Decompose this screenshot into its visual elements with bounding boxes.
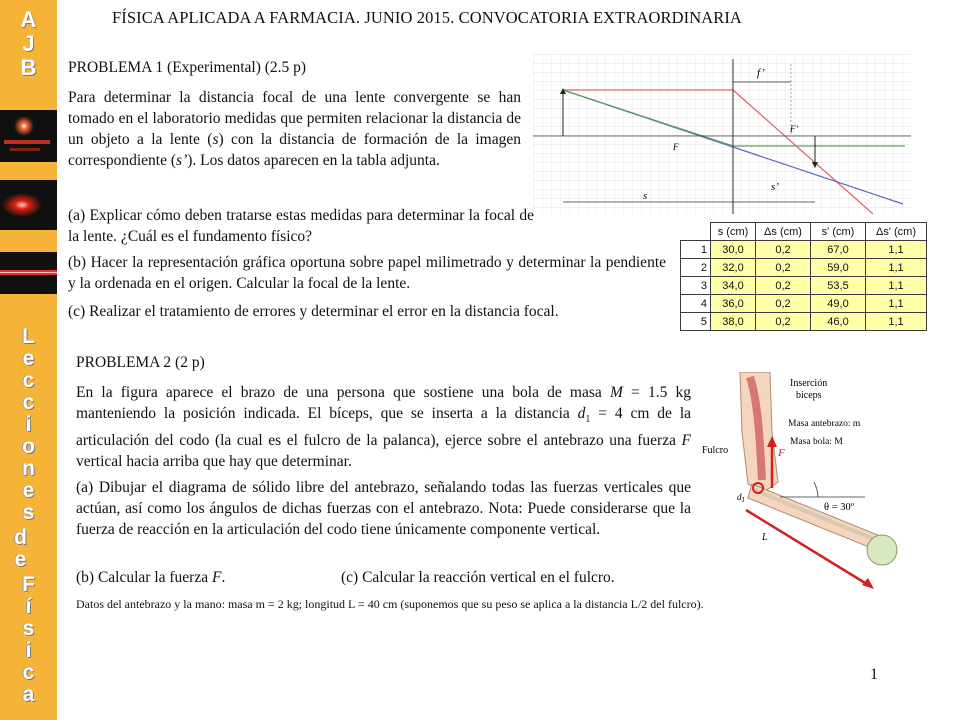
sidebar-letter: s — [22, 617, 35, 640]
table-cell: 5 — [681, 313, 711, 331]
table-header-cell — [681, 223, 711, 241]
label-d1: $d_1$ — [737, 492, 745, 504]
measurements-table — [680, 222, 927, 331]
label-masa-bola: Masa bola: M — [790, 437, 843, 447]
problem2-part-c: (c) Calcular la reacción vertical en el fulcro. — [341, 569, 615, 586]
sidebar-photo-laser-3 — [0, 252, 57, 294]
sidebar-letter: c — [22, 661, 35, 684]
sidebar-letter: L — [22, 325, 35, 348]
problem1-part-c: (c) Realizar el tratamiento de errores y determinar el error en la distancia focal. — [68, 303, 559, 320]
table-cell: 59,0 — [811, 259, 866, 277]
table-header-row — [681, 223, 927, 241]
sidebar-letter: e — [14, 548, 27, 571]
sidebar-letter: e — [22, 479, 35, 502]
page-title: FÍSICA APLICADA A FARMACIA. JUNIO 2015. CONVOCATORIA EXTRAORDINARIA — [112, 8, 742, 27]
table-cell: 32,0 — [711, 259, 756, 277]
label-insercion: Inserción — [790, 378, 828, 389]
problem2-part-a: (a) Dibujar el diagrama de sólido libre del antebrazo, señalando todas las fuerzas verticales que actúan, así como los ángulos de dichas fuerzas con el antebrazo. Nota: Puede considerarse que la fuerza de reacción en la articulación del codo tiene únicamente componente vertical. — [76, 479, 691, 538]
table-cell: 1,1 — [866, 277, 927, 295]
table-row — [681, 295, 927, 313]
table-cell: 49,0 — [811, 295, 866, 313]
problem1-intro — [68, 87, 521, 171]
problem2-heading: PROBLEMA 2 (2 p) — [76, 354, 205, 371]
table-cell: 36,0 — [711, 295, 756, 313]
table-cell: 30,0 — [711, 241, 756, 259]
forearm-bone — [754, 490, 886, 544]
table-cell: 0,2 — [756, 295, 811, 313]
sidebar-letter: a — [22, 683, 35, 706]
symbol-F: F — [211, 569, 222, 586]
table-cell: 4 — [681, 295, 711, 313]
text-run: ) con la distancia de formación de la imagen correspondiente ( — [68, 131, 521, 169]
problem2-part-b — [76, 567, 225, 588]
logo-letter: B — [20, 55, 37, 80]
text-run: vertical hacia arriba que hay que determinar. — [76, 453, 352, 471]
table-row — [681, 313, 927, 331]
table-cell: 2 — [681, 259, 711, 277]
table-row — [681, 259, 927, 277]
sidebar-letter: i — [25, 413, 32, 436]
text-run: Para determinar la distancia focal de una lente convergente se han tomado en el laboratorio medidas que permiten relacionar la distancia de un objeto a la lente ( — [68, 89, 521, 148]
problem1-part-b: (b) Hacer la representación gráfica oportuna sobre papel milimetrado y determinar la pendiente y la ordenada en el origen. Calcular la focal de la lente. — [68, 254, 666, 292]
table-cell: 46,0 — [811, 313, 866, 331]
logo-letter: A — [20, 7, 37, 32]
table-cell: 1,1 — [866, 259, 927, 277]
symbol-s: s — [212, 131, 219, 148]
table-cell: 1 — [681, 241, 711, 259]
ball — [867, 535, 897, 565]
text-run: En la figura aparece el brazo de una persona que sostiene una bola de masa — [76, 384, 610, 401]
table-cell: 53,5 — [811, 277, 866, 295]
sidebar-letter: c — [22, 391, 35, 414]
sidebar-letter: c — [22, 369, 35, 392]
table-header-cell: s (cm) — [711, 223, 756, 241]
sidebar-letter: o — [22, 435, 35, 458]
text-run: = 1.5 kg manteniendo la posición indicada. El bíceps, que se inserta a la distancia — [76, 384, 691, 422]
symbol-M: M — [609, 384, 623, 401]
problem2-intro — [76, 382, 691, 472]
problem1-part-a: (a) Explicar cómo deben tratarse estas medidas para determinar la focal de la lente. ¿Cuál es el fundamento físico? — [68, 207, 534, 245]
table-cell: 0,2 — [756, 277, 811, 295]
label-fulcro: Fulcro — [702, 445, 729, 456]
sidebar-letter: e — [22, 347, 35, 370]
table-cell: 3 — [681, 277, 711, 295]
label-L: L — [762, 532, 768, 543]
sidebar-letter: í — [25, 595, 32, 618]
sidebar-letter: n — [22, 457, 35, 480]
table-cell: 0,2 — [756, 259, 811, 277]
sidebar-letter: s — [22, 501, 35, 524]
table-row — [681, 277, 927, 295]
label-f-prime: f’ — [757, 67, 765, 79]
table-cell: 38,0 — [711, 313, 756, 331]
label-s: s — [643, 190, 648, 202]
label-s-prime: s’ — [771, 181, 779, 193]
table-header-cell: s' (cm) — [811, 223, 866, 241]
sidebar-letter: F — [22, 573, 35, 596]
page-number: 1 — [870, 666, 878, 683]
sidebar — [0, 0, 57, 720]
text-run: = 4 cm de la articulación del codo (la cual es el fulcro de la palanca), ejerce sobre el antebrazo una fuerza — [76, 405, 691, 450]
sidebar-letter: i — [25, 639, 32, 662]
sidebar-photo-laser-2 — [0, 180, 57, 230]
symbol-s-prime: s’ — [176, 152, 188, 169]
label-biceps: bíceps — [796, 390, 822, 401]
symbol-F: F — [681, 432, 691, 450]
table-cell: 1,1 — [866, 295, 927, 313]
table-cell: 34,0 — [711, 277, 756, 295]
symbol-d: d — [577, 405, 586, 422]
text-run: ). Los datos aparecen en la tabla adjunta. — [187, 152, 440, 169]
label-masa-antebrazo: Masa antebrazo: m — [788, 419, 861, 429]
lens-ray-diagram — [533, 54, 911, 214]
problem2-footnote: Datos del antebrazo y la mano: masa m = 2 kg; longitud L = 40 cm (suponemos que su peso se aplica a la distancia L/2 del fulcro). — [76, 597, 704, 611]
table-cell: 1,1 — [866, 241, 927, 259]
label-F: F — [778, 447, 785, 459]
table-cell: 67,0 — [811, 241, 866, 259]
table-header-cell: Δs' (cm) — [866, 223, 927, 241]
symbol-d-subscript: 1 — [585, 414, 591, 426]
table-cell: 0,2 — [756, 241, 811, 259]
problem1-heading: PROBLEMA 1 (Experimental) (2.5 p) — [68, 59, 307, 76]
label-F: F — [673, 142, 679, 152]
length-L-arrow-head — [862, 578, 874, 589]
theta-arc — [814, 482, 818, 497]
table-cell: 1,1 — [866, 313, 927, 331]
sidebar-letter: d — [14, 526, 27, 549]
table-cell: 0,2 — [756, 313, 811, 331]
arm-lever-figure — [700, 372, 920, 594]
label-theta: θ = 30º — [824, 502, 854, 513]
text-run: (b) Calcular la fuerza — [76, 569, 212, 586]
logo-letter: J — [22, 31, 35, 56]
table-row — [681, 241, 927, 259]
sidebar-photo-laser-1 — [0, 110, 57, 162]
ajb-logo — [0, 8, 57, 80]
label-F-prime: F’ — [790, 124, 799, 134]
text-run: . — [221, 569, 226, 586]
table-header-cell: Δs (cm) — [756, 223, 811, 241]
